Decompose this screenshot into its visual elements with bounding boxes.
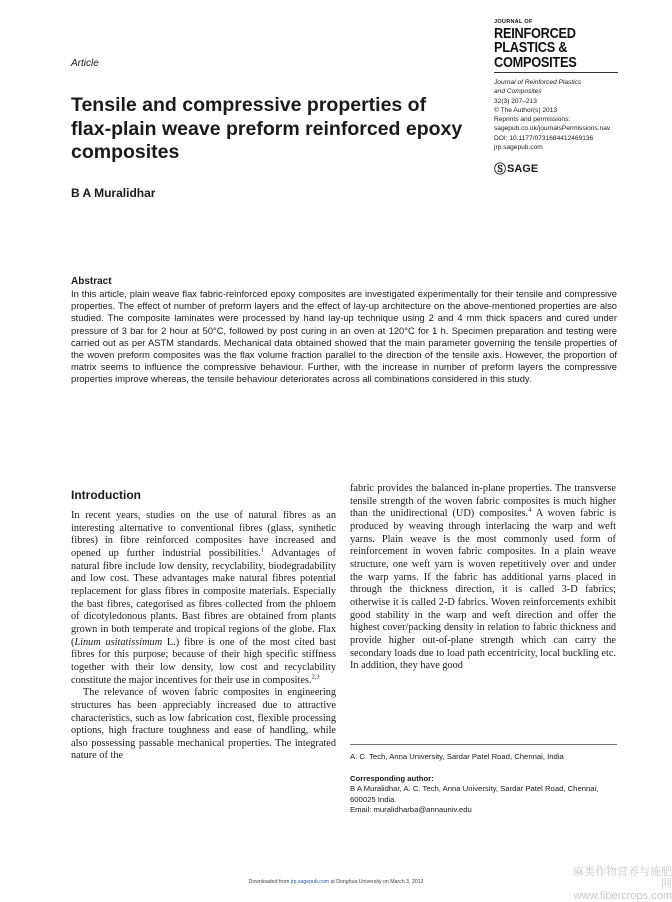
- download-link[interactable]: jrp.sagepub.com: [290, 879, 330, 885]
- doi[interactable]: DOI: 10.1177/0731684412469136: [494, 134, 594, 142]
- reprints-label: Reprints and permissions:: [494, 116, 571, 124]
- right-column: [350, 483, 616, 673]
- volume-info: 32(3) 207–213: [494, 97, 537, 105]
- article-title: Tensile and compressive properties of flax-plain weave preform reinforced epoxy composites: [71, 94, 463, 163]
- left-column: [71, 510, 336, 763]
- journal-meta: [494, 78, 644, 152]
- publisher-name: SAGE: [507, 162, 539, 175]
- corresponding-address: B A Muralidhar, A. C. Tech, Anna University, Sardar Patel Road, Chennai,: [350, 784, 599, 794]
- journal-logo-small: JOURNAL OF: [494, 19, 533, 25]
- article-type-label: Article: [71, 58, 99, 69]
- abstract-heading: Abstract: [71, 276, 112, 287]
- latin-name: Linum usitatissimum: [74, 636, 163, 648]
- journal-name: Journal of Reinforced Plastics: [494, 79, 582, 86]
- author-name: B A Muralidhar: [71, 186, 156, 200]
- reprints-link[interactable]: sagepub.co.uk/journalsPermissions.nav: [494, 125, 611, 133]
- paragraph: [71, 510, 336, 687]
- author-email[interactable]: Email: muralidharba@annauniv.edu: [350, 804, 472, 814]
- logo-divider: [494, 72, 618, 73]
- journal-name: and Composites: [494, 88, 542, 96]
- text-run: In recent years, studies on the use of natural fibres as an interesting alternative to conventional fibres (glass, synthetic fibres) in fibre reinforced composites have increased and opened up further industrial possibilities.: [71, 510, 336, 559]
- text-run: at Donghua University on March 3, 2013: [329, 879, 424, 885]
- watermark-line: 麻类作物营养与施肥网: [573, 866, 672, 890]
- abstract-text: In this article, plain weave flax fabric-reinforced epoxy composites are investigated experimentally for their tensile and compressive properties. The effect of number of preform layers and the effect of lay-up architecture on the above-mentioned properties are also studied. The composite laminates were processed by hand lay-up technique using 2 and 4 mm thick spacers and cured under pressure of 3 bar for 2 hour at 50°C, followed by post curing in an oven at 120°C for 1 h. Specimen preparation and testing were carried out as per ASTM standards. Mechanical data obtained showed that the main parameter governing the tensile properties of the woven preform composites was the flax volume fraction parallel to the direction of the tensile axis. However, the proportion of matrix seems to influence the compressive behaviour. Further, with the increase in number of preform layers the compressive properties improve whereas, the tensile behaviour deteriorates across all combinations considered in this study.: [71, 289, 617, 385]
- watermark-line: www.fibercrops.com: [573, 890, 672, 902]
- copyright: © The Author(s) 2013: [494, 106, 558, 114]
- footnote-divider: [350, 744, 617, 745]
- citation-ref[interactable]: 4: [528, 506, 532, 514]
- journal-site-link[interactable]: jrp.sagepub.com: [494, 144, 543, 152]
- text-run: L.) fibre is one of the most cited bast fibres for this purpose; because of their high specific stiffness together with their low density, low cost and recyclability constitute the major incentives for their use in composites.: [71, 636, 336, 686]
- journal-logo-line: REINFORCED: [494, 25, 576, 43]
- citation-ref[interactable]: 1: [260, 546, 264, 554]
- journal-logo-line: COMPOSITES: [494, 53, 577, 71]
- journal-logo: [494, 20, 624, 70]
- publisher-logo: [494, 160, 538, 177]
- paragraph: The relevance of woven fabric composites in engineering structures has been appreciably increased due to attractive characteristics, such as low fabrication cost, flexible processing options, high fracture toughness and ease of handling, while also possessing passable mechanical properties. The integrated nature of the: [71, 687, 336, 762]
- section-heading: Introduction: [71, 488, 141, 502]
- citation-ref[interactable]: 2,3: [311, 673, 320, 681]
- text-run: Downloaded from: [248, 879, 291, 885]
- paragraph: [350, 483, 616, 673]
- text-run: Advantages of natural fibre include low density, recyclability, biodegradability and low cost. These advantages make natural fibres potential replacement for glass fibres in composite materials. Especially the bast fibres, categorised as fibres collected from the phloem of dicotyledonous plants. Bast fibres are obtained from plants grown in both temperate and tropical regions of the globe. Flax (: [71, 547, 336, 648]
- text-run: fabric provides the balanced in-plane properties. The transverse tensile strength of the woven fabric composites is much higher than the unidirectional (UD) composites.: [350, 483, 616, 520]
- corresponding-label: Corresponding author:: [350, 774, 434, 784]
- footnotes: [350, 752, 618, 815]
- journal-logo-line: PLASTICS &: [494, 39, 568, 57]
- sage-icon: Ⓢ: [494, 162, 507, 176]
- text-run: A woven fabric is produced by weaving through interlacing the warp and weft yarns. Plain weave is the most commonly used form of reinforcement in woven fabric composites. In a plain weave structure, one weft yarn is woven repetitively over and under the warp yarns. If the fabric has additional yarns placed in through the thickness direction, it is called 3-D fabrics; otherwise it is called 2-D fabrics. Woven reinforcements exhibit good stability in the warp and weft direction and offer the highest cover/packing density in relation to fabric thickness and provide higher out-of-plane strength which can carry the secondary loads due to load path eccentricity, local buckling etc. In addition, they have good: [350, 508, 616, 672]
- affiliation: A. C. Tech, Anna University, Sardar Patel Road, Chennai, India: [350, 752, 564, 761]
- corresponding-address: 600025 India.: [350, 794, 397, 804]
